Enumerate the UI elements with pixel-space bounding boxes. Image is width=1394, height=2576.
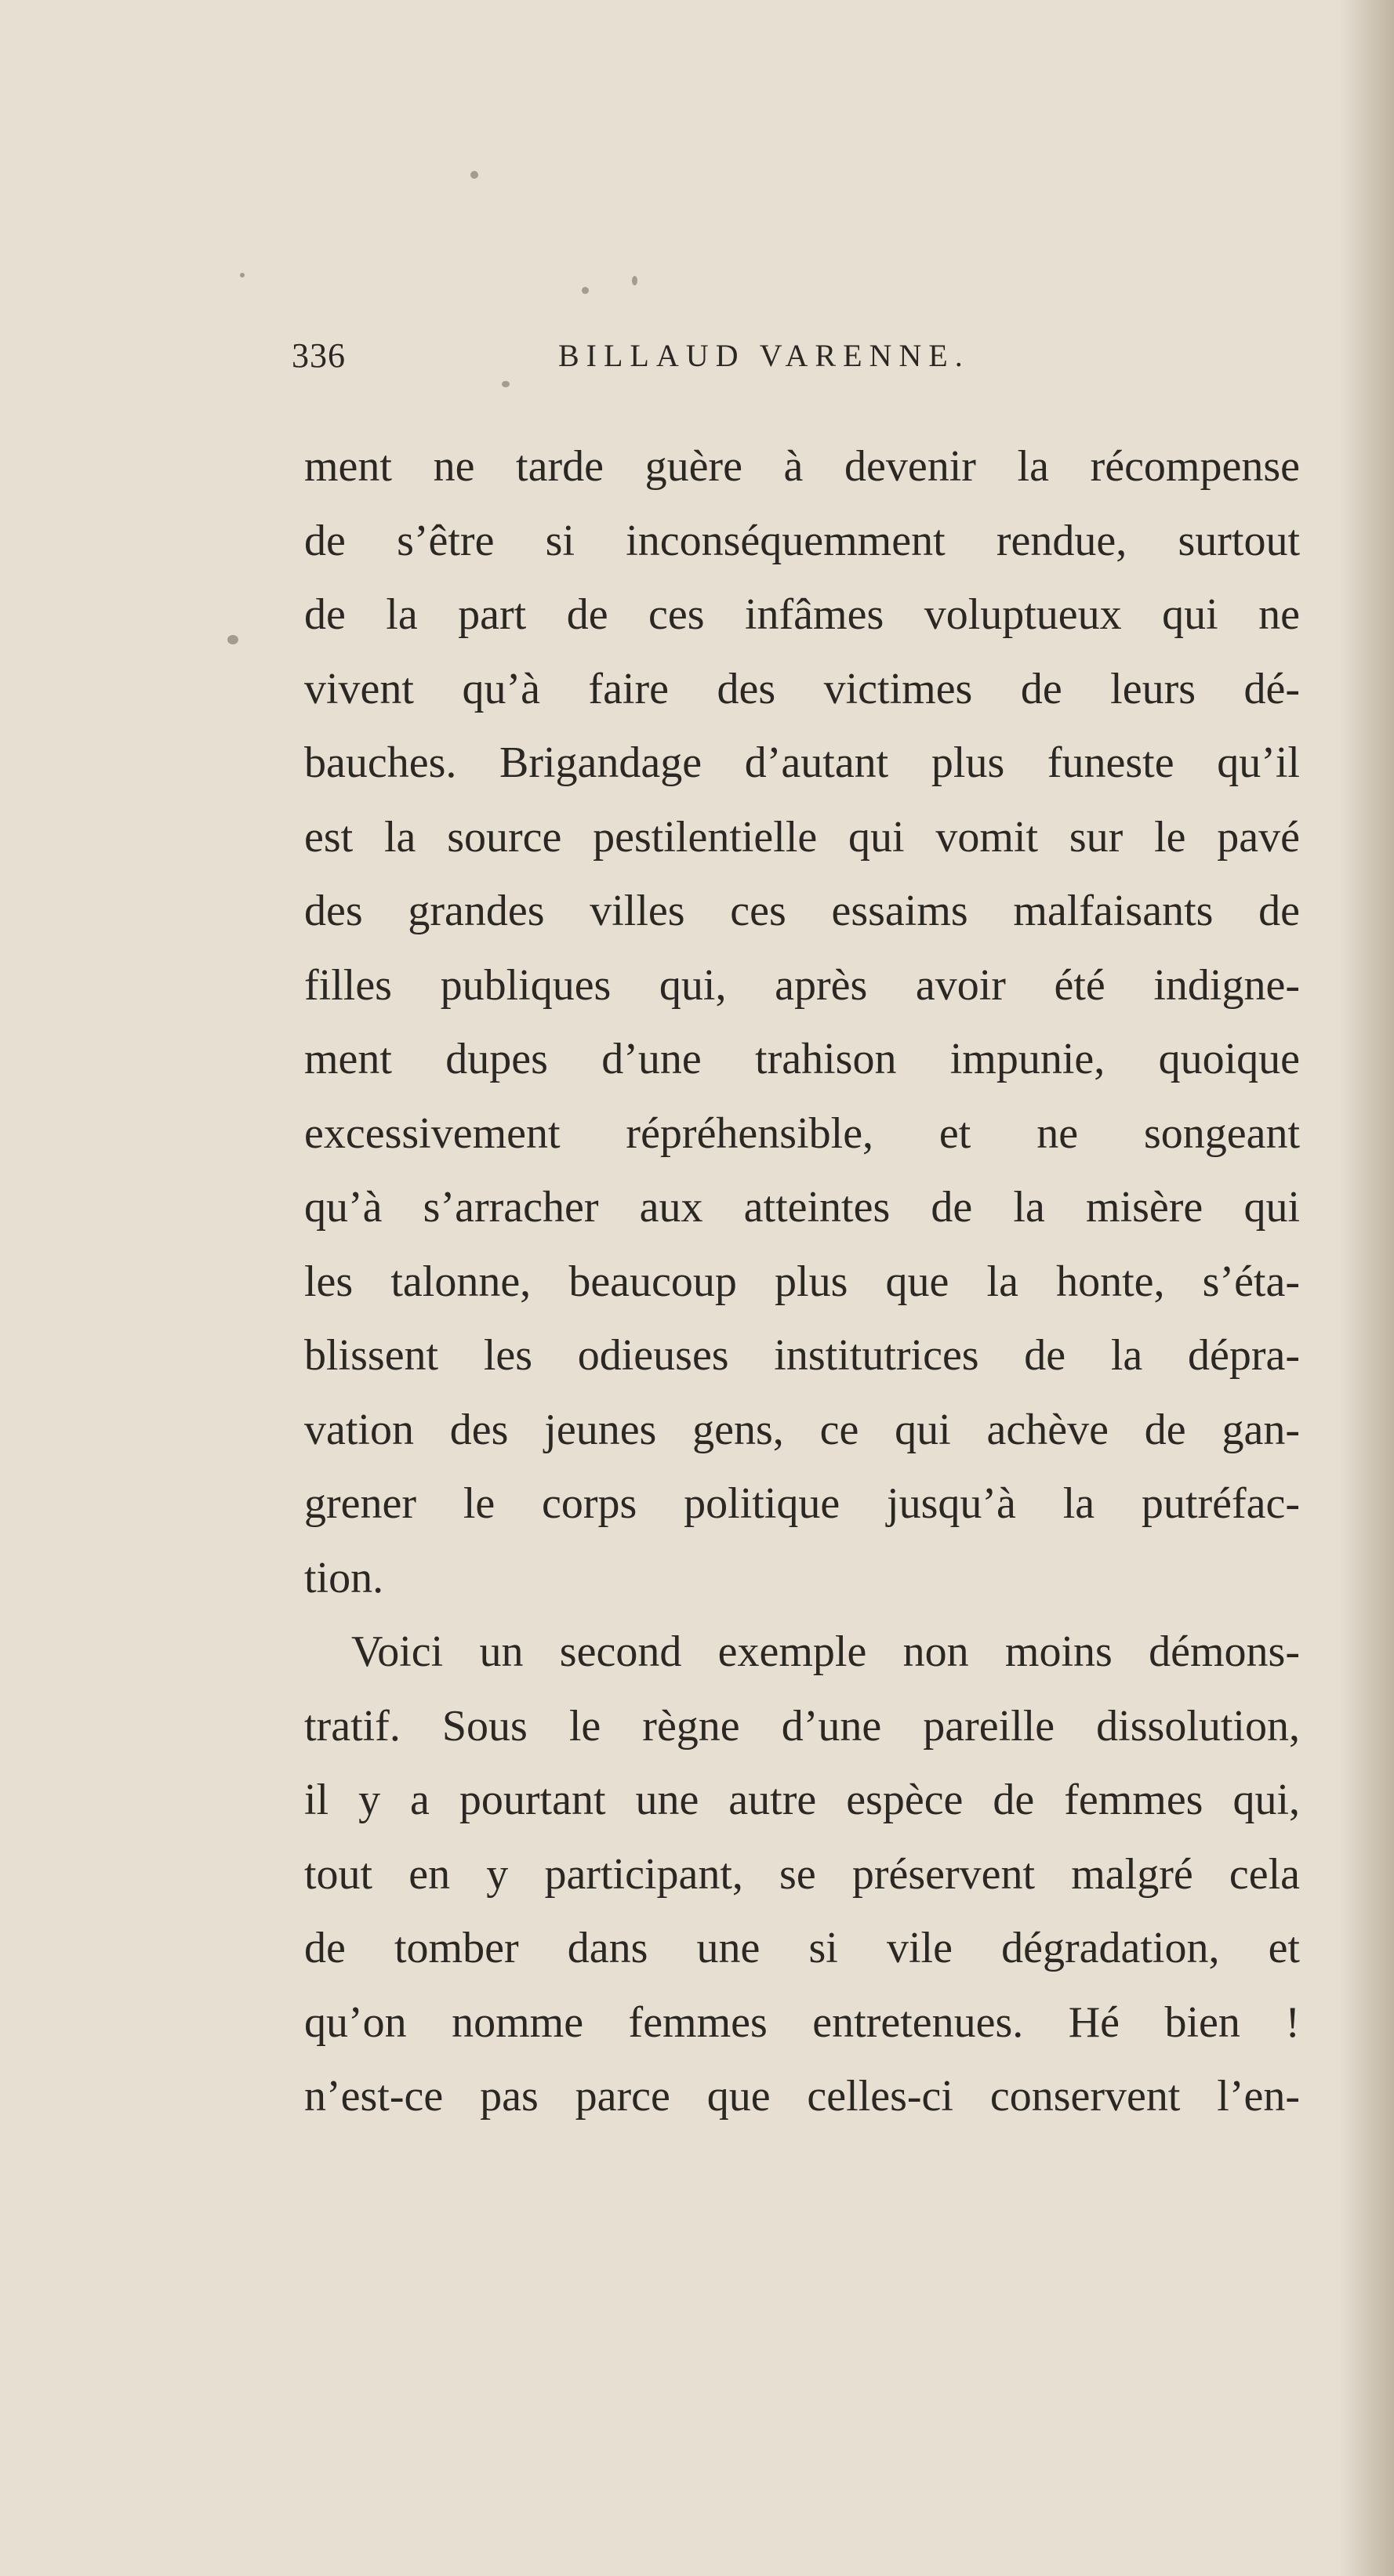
text-line: qu’on nomme femmes entretenues. Hé bien ! xyxy=(304,1997,1300,2047)
ink-speck xyxy=(582,287,589,294)
text-line: filles publiques qui, après avoir été indigne- xyxy=(304,960,1300,1010)
ink-speck xyxy=(632,276,637,285)
body-text xyxy=(304,430,1300,2134)
text-line: est la source pestilentielle qui vomit sur le pavé xyxy=(304,812,1300,862)
text-line: ment ne tarde guère à devenir la récompense xyxy=(304,442,1300,491)
text-line: de tomber dans une si vile dégradation, et xyxy=(304,1924,1300,1972)
text-line: Voici un second exemple non moins démons- xyxy=(351,1627,1300,1676)
text-line: tout en y participant, se préservent malgré cela xyxy=(304,1849,1300,1899)
paragraph-2 xyxy=(304,1615,1300,2134)
running-title: BILLAUD VARENNE. xyxy=(558,338,970,373)
text-line: tratif. Sous le règne d’une pareille dissolution, xyxy=(304,1701,1300,1751)
text-line: de la part de ces infâmes voluptueux qui ne xyxy=(304,590,1300,639)
ink-speck xyxy=(227,635,238,644)
page-header xyxy=(292,336,1303,383)
page-edge-shadow xyxy=(1339,0,1394,2576)
text-line: bauches. Brigandage d’autant plus funeste qu’il xyxy=(304,738,1300,787)
text-line: grener le corps politique jusqu’à la putréfac- xyxy=(304,1479,1300,1528)
text-line: n’est-ce pas parce que celles-ci conservent l’en- xyxy=(304,2072,1300,2121)
text-line: des grandes villes ces essaims malfaisants de xyxy=(304,887,1300,935)
text-line: qu’à s’arracher aux atteintes de la misère qui xyxy=(304,1183,1300,1232)
text-line: tion. xyxy=(304,1553,384,1602)
ink-speck xyxy=(470,171,478,179)
text-line: blissent les odieuses institutrices de la dépra- xyxy=(304,1331,1300,1380)
text-line: de s’être si inconséquemment rendue, surtout xyxy=(304,516,1300,565)
page-number: 336 xyxy=(292,336,346,375)
text-line: vivent qu’à faire des victimes de leurs dé- xyxy=(304,664,1300,713)
text-line: il y a pourtant une autre espèce de femmes qui, xyxy=(304,1776,1300,1824)
text-line: ment dupes d’une trahison impunie, quoique xyxy=(304,1035,1300,1083)
text-line: excessivement répréhensible, et ne songeant xyxy=(304,1108,1300,1158)
paragraph-1 xyxy=(304,430,1300,1615)
text-line: vation des jeunes gens, ce qui achève de gan- xyxy=(304,1405,1300,1454)
text-line: les talonne, beaucoup plus que la honte, s’éta- xyxy=(304,1257,1300,1306)
ink-speck xyxy=(240,273,245,278)
